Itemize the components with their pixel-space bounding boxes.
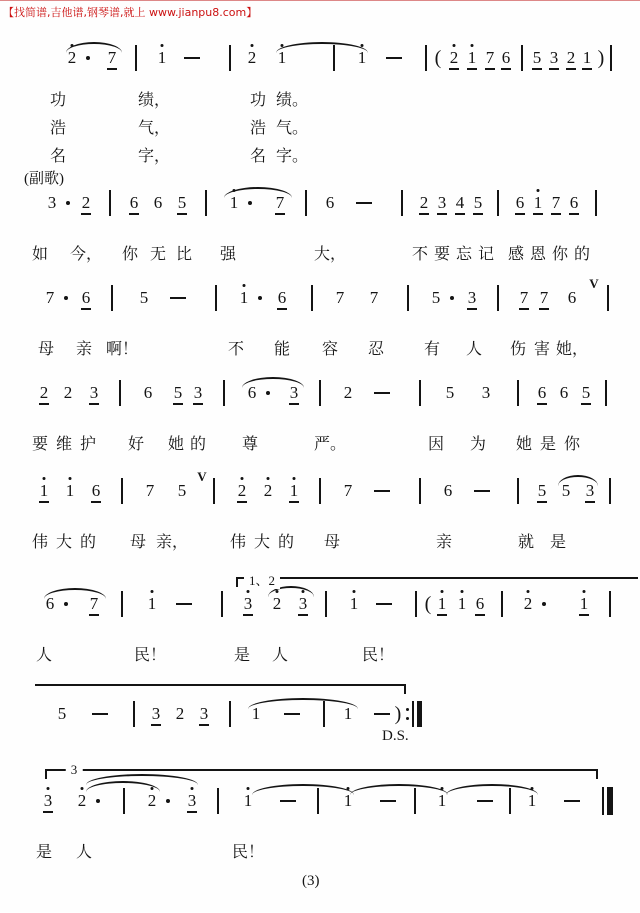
note: 5 [537, 481, 547, 500]
note: 3 [89, 383, 99, 402]
duration-dash [374, 490, 390, 492]
barline [605, 380, 607, 406]
note: 2 [343, 383, 353, 402]
barline [501, 591, 503, 617]
lyric-syllable: 的 [79, 532, 97, 551]
barline [521, 45, 523, 71]
note: 7 [145, 481, 155, 500]
lyric-syllable: 是 [233, 645, 251, 664]
lyric-syllable: 民！ [133, 645, 167, 664]
lyric-syllable: 如 [31, 244, 49, 263]
lyric-syllable: 记 [477, 244, 495, 263]
lyric-syllable: 有 [423, 339, 441, 358]
lyric-syllable: 为 [469, 434, 487, 453]
lyric-syllable: 名 [249, 146, 267, 165]
note: 2 [523, 594, 533, 613]
slur-tie [350, 784, 448, 795]
note: 6 [143, 383, 153, 402]
barline [425, 45, 427, 71]
lyric-syllable: 感 [507, 244, 525, 263]
slur-tie [276, 42, 368, 53]
note: 6 [537, 383, 547, 402]
site-banner: 【找简谱,吉他谱,钢琴谱,就上 www.jianpu8.com】 [3, 6, 258, 19]
note: 3 [289, 383, 299, 402]
slur-tie [44, 588, 106, 599]
barline [319, 478, 321, 504]
barline [119, 380, 121, 406]
note: 2 [419, 193, 429, 212]
note: 7 [551, 193, 561, 212]
barline [111, 285, 113, 311]
lyric-syllable: 你 [121, 244, 139, 263]
note: 1 [457, 594, 467, 613]
note: 1 [39, 481, 49, 500]
barline [415, 591, 417, 617]
note: 2 [63, 383, 73, 402]
repeat-dot [406, 717, 409, 720]
barline [407, 285, 409, 311]
duration-dash [170, 297, 186, 299]
augmentation-dot [166, 799, 170, 803]
note: 2 [449, 48, 459, 67]
lyric-syllable: 大 [253, 532, 271, 551]
barline [419, 478, 421, 504]
note: 1 [582, 48, 592, 67]
note: 6 [247, 383, 257, 402]
slur-tie [66, 42, 122, 53]
slur-tie [242, 377, 304, 388]
lyric-syllable: 名 [49, 146, 67, 165]
note: 3 [585, 481, 595, 500]
note: 1 [239, 288, 249, 307]
note: 1 [243, 791, 253, 810]
duration-dash [280, 800, 296, 802]
duration-dash [374, 392, 390, 394]
note: 7 [369, 288, 379, 307]
augmentation-dot [450, 296, 454, 300]
lyric-syllable: 民！ [361, 645, 395, 664]
slur-tie [248, 698, 358, 709]
note: 7 [45, 288, 55, 307]
lyric-syllable: 字。 [275, 146, 309, 165]
note: 5 [561, 481, 571, 500]
barline [221, 591, 223, 617]
lyric-syllable: 她， [555, 339, 589, 358]
lyric-syllable: 气， [137, 118, 171, 137]
note: 6 [501, 48, 511, 67]
lyric-syllable: 啊！ [105, 339, 139, 358]
note: 7 [485, 48, 495, 67]
page-number: (3) [302, 873, 320, 889]
note: 6 [325, 193, 335, 212]
note: 1 [289, 481, 299, 500]
barline [607, 285, 609, 311]
volta-tick-right [596, 769, 598, 779]
note: 3 [43, 791, 53, 810]
note: 3 [193, 383, 203, 402]
barline [419, 380, 421, 406]
barline [205, 190, 207, 216]
note: 6 [129, 193, 139, 212]
barline [109, 190, 111, 216]
lyric-syllable: 的 [573, 244, 591, 263]
lyric-syllable: 她 [167, 434, 185, 453]
lyric-syllable: 不 [411, 244, 429, 263]
barline [311, 285, 313, 311]
note: 3 [481, 383, 491, 402]
note: 5 [532, 48, 542, 67]
barline [610, 45, 612, 71]
volta-bracket [45, 762, 598, 780]
note: 7 [335, 288, 345, 307]
lyric-syllable: 严。 [313, 434, 347, 453]
note: 6 [81, 288, 91, 307]
note: 1 [343, 791, 353, 810]
thin-barline [602, 787, 604, 815]
barline [133, 701, 135, 727]
augmentation-dot [266, 391, 270, 395]
barline [121, 591, 123, 617]
lyric-syllable: 大 [55, 532, 73, 551]
note: 3 [243, 594, 253, 613]
duration-dash [376, 603, 392, 605]
augmentation-dot [86, 56, 90, 60]
note: 7 [107, 48, 117, 67]
lyric-syllable: 是 [539, 434, 557, 453]
note: 6 [91, 481, 101, 500]
note: 1 [527, 791, 537, 810]
thin-barline [412, 701, 414, 727]
note: 5 [473, 193, 483, 212]
barline [319, 380, 321, 406]
volta-bracket [236, 573, 638, 588]
note: 1 [157, 48, 167, 67]
note: 2 [272, 594, 282, 613]
note: 6 [475, 594, 485, 613]
note: 6 [443, 481, 453, 500]
note: 2 [237, 481, 247, 500]
score-text: (副歌) [24, 171, 64, 187]
thick-barline [417, 701, 422, 727]
slur-tie [446, 784, 538, 795]
note: 1 [357, 48, 367, 67]
score-area [0, 1, 640, 913]
volta-label: 1、2 [244, 570, 280, 589]
barline [401, 190, 403, 216]
breath-mark: V [589, 276, 599, 291]
thick-barline [607, 787, 613, 815]
duration-dash [284, 713, 300, 715]
lyric-syllable: 的 [277, 532, 295, 551]
augmentation-dot [64, 602, 68, 606]
note: 1 [229, 193, 239, 212]
note: 5 [139, 288, 149, 307]
note: 7 [275, 193, 285, 212]
lyric-syllable: 母 [323, 532, 341, 551]
note: 1 [533, 193, 543, 212]
lyric-syllable: 就 [517, 532, 535, 551]
note: 3 [549, 48, 559, 67]
barline [497, 285, 499, 311]
volta-tick-right [404, 684, 406, 694]
note: 3 [151, 704, 161, 723]
note: 2 [263, 481, 273, 500]
duration-dash [356, 202, 372, 204]
duration-dash [386, 57, 402, 59]
volta-tick-left [236, 577, 238, 587]
lyric-syllable: 浩 [49, 118, 67, 137]
barline [609, 591, 611, 617]
duration-dash [477, 800, 493, 802]
lyric-syllable: 因 [427, 434, 445, 453]
note: 7 [89, 594, 99, 613]
augmentation-dot [542, 602, 546, 606]
note: 3 [47, 193, 57, 212]
note: 5 [445, 383, 455, 402]
note: 6 [45, 594, 55, 613]
note: 7 [539, 288, 549, 307]
breath-mark: V [197, 469, 207, 484]
lyric-syllable: 民！ [231, 842, 265, 861]
barline [121, 478, 123, 504]
lyric-syllable: 强 [219, 244, 237, 263]
repeat-dots [406, 708, 409, 720]
lyric-syllable: 比 [175, 244, 193, 263]
note: 3 [298, 594, 308, 613]
lyric-syllable: 人 [35, 645, 53, 664]
duration-dash [564, 800, 580, 802]
note: 7 [343, 481, 353, 500]
lyric-syllable: 伟 [31, 532, 49, 551]
lyric-syllable: 能 [273, 339, 291, 358]
augmentation-dot [96, 799, 100, 803]
lyric-syllable: 母 [129, 532, 147, 551]
note: 1 [467, 48, 477, 67]
note: 1 [343, 704, 353, 723]
lyric-syllable: 的 [189, 434, 207, 453]
note: 1 [579, 594, 589, 613]
lyric-syllable: 绩， [137, 90, 171, 109]
lyric-syllable: 今， [69, 244, 103, 263]
barline [609, 478, 611, 504]
barline [229, 45, 231, 71]
note: 2 [39, 383, 49, 402]
lyric-syllable: 不 [227, 339, 245, 358]
note: 3 [467, 288, 477, 307]
barline [517, 478, 519, 504]
note: 2 [247, 48, 257, 67]
note: 1 [277, 48, 287, 67]
lyric-syllable: 亲 [435, 532, 453, 551]
duration-dash [92, 713, 108, 715]
barline [229, 701, 231, 727]
note: 7 [519, 288, 529, 307]
lyric-syllable: 她 [515, 434, 533, 453]
barline [135, 45, 137, 71]
note: 3 [199, 704, 209, 723]
lyric-syllable: 亲， [155, 532, 189, 551]
lyric-syllable: 功 [249, 90, 267, 109]
note: 1 [437, 791, 447, 810]
note: 6 [559, 383, 569, 402]
note: 1 [65, 481, 75, 500]
note: 4 [455, 193, 465, 212]
lyric-syllable: 气。 [275, 118, 309, 137]
duration-dash [474, 490, 490, 492]
lyric-syllable: 是 [549, 532, 567, 551]
lyric-syllable: 要 [433, 244, 451, 263]
augmentation-dot [64, 296, 68, 300]
lyric-syllable: 母 [37, 339, 55, 358]
score-text: D.S. [382, 728, 409, 744]
lyric-syllable: 伤 [509, 339, 527, 358]
barline [595, 190, 597, 216]
right-paren: ) [394, 703, 402, 725]
lyric-syllable: 害 [533, 339, 551, 358]
note: 1 [251, 704, 261, 723]
lyric-syllable: 恩 [529, 244, 547, 263]
barline [223, 380, 225, 406]
lyric-syllable: 字， [137, 146, 171, 165]
repeat-end-barline [406, 701, 422, 727]
barline [213, 478, 215, 504]
duration-dash [374, 713, 390, 715]
barline [517, 380, 519, 406]
lyric-syllable: 伟 [229, 532, 247, 551]
lyric-syllable: 好 [127, 434, 145, 453]
lyric-syllable: 大， [313, 244, 347, 263]
note: 3 [187, 791, 197, 810]
left-paren: ( [424, 593, 432, 615]
note: 5 [173, 383, 183, 402]
note: 1 [349, 594, 359, 613]
augmentation-dot [66, 201, 70, 205]
barline [215, 285, 217, 311]
note: 6 [567, 288, 577, 307]
lyric-syllable: 维 [55, 434, 73, 453]
slur-tie [558, 475, 598, 486]
note: 5 [581, 383, 591, 402]
barline [305, 190, 307, 216]
duration-dash [176, 603, 192, 605]
lyric-syllable: 人 [465, 339, 483, 358]
lyric-syllable: 你 [563, 434, 581, 453]
note: 1 [147, 594, 157, 613]
lyric-syllable: 人 [271, 645, 289, 664]
note: 2 [175, 704, 185, 723]
barline [497, 190, 499, 216]
lyric-syllable: 无 [149, 244, 167, 263]
lyric-syllable: 忘 [455, 244, 473, 263]
augmentation-dot [258, 296, 262, 300]
note: 2 [77, 791, 87, 810]
volta-tick-left [45, 769, 47, 779]
note: 2 [566, 48, 576, 67]
lyric-syllable: 护 [79, 434, 97, 453]
note: 6 [277, 288, 287, 307]
note: 1 [437, 594, 447, 613]
lyric-syllable: 要 [31, 434, 49, 453]
lyric-syllable: 尊 [241, 434, 259, 453]
note: 2 [81, 193, 91, 212]
volta-bracket [35, 684, 406, 695]
note: 5 [57, 704, 67, 723]
volta-label: 3 [66, 762, 83, 778]
note: 6 [515, 193, 525, 212]
lyric-syllable: 浩 [249, 118, 267, 137]
note: 2 [67, 48, 77, 67]
note: 5 [177, 193, 187, 212]
lyric-syllable: 亲 [75, 339, 93, 358]
duration-dash [184, 57, 200, 59]
note: 2 [147, 791, 157, 810]
note: 6 [569, 193, 579, 212]
lyric-syllable: 人 [75, 842, 93, 861]
left-paren: ( [434, 47, 442, 69]
lyric-syllable: 是 [35, 842, 53, 861]
lyric-syllable: 绩。 [275, 90, 309, 109]
barline [325, 591, 327, 617]
lyric-syllable: 功 [49, 90, 67, 109]
note: 5 [431, 288, 441, 307]
right-paren: ) [597, 47, 605, 69]
note: 6 [153, 193, 163, 212]
lyric-syllable: 忍 [367, 339, 385, 358]
augmentation-dot [248, 201, 252, 205]
lyric-syllable: 容 [321, 339, 339, 358]
repeat-dot [406, 708, 409, 711]
slur-tie [252, 784, 354, 795]
duration-dash [380, 800, 396, 802]
note: 3 [437, 193, 447, 212]
note: 5 [177, 481, 187, 500]
final-barline [602, 787, 613, 815]
barline [217, 788, 219, 814]
lyric-syllable: 你 [551, 244, 569, 263]
